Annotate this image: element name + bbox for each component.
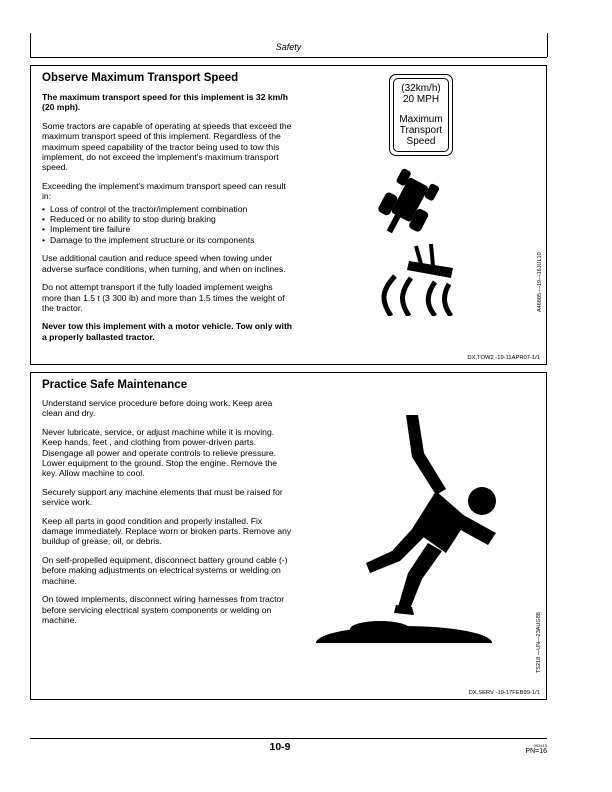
section-safe-maintenance	[30, 372, 547, 700]
paragraph: Do not attempt transport if the fully loaded implement weighs more than 1.5 t (3 300 lb) and more than 1.5 times the weight of the tractor.	[42, 282, 285, 313]
figure-code: TS218 —UN—23AUG88	[536, 612, 542, 673]
reference-code: DX,TOW2 -19-11APR07-1/1	[467, 355, 540, 361]
paragraph: On towed implements, disconnect wiring harnesses from tractor before servicing electrical system components or welding on machine.	[42, 594, 285, 625]
sign-speed-kmh: (32km/h)	[401, 83, 441, 94]
footer-pn: PN=16	[525, 748, 547, 755]
reference-code: DX,SERV -19-17FEB99-1/1	[468, 690, 540, 696]
footer-rule	[30, 738, 547, 739]
speed-sign	[389, 74, 453, 156]
paragraph: Exceeding the implement's maximum transport speed can result in:	[42, 180, 286, 202]
header-rule	[30, 57, 547, 58]
paragraph: Understand service procedure before doing work. Keep area clean and dry.	[42, 398, 273, 419]
paragraph: The maximum transport speed for this implement is 32 km/h (20 mph).	[42, 92, 288, 113]
figure-code: A46805 —19—16JUL10	[537, 252, 543, 312]
bullet-item: • Loss of control of the tractor/implement combination	[42, 204, 294, 214]
paragraph: On self-propelled equipment, disconnect battery ground cable (-) before making adjustments on electrical systems or welding on machine.	[42, 554, 288, 586]
footer-code: 092413	[533, 743, 547, 748]
section-body	[42, 398, 294, 633]
bullet-item: • Damage to the implement structure or its components	[42, 235, 294, 245]
paragraph: Never tow this implement with a motor vehicle. Tow only with a properly ballasted tractor.	[42, 321, 293, 342]
bullet-item: • Reduced or no ability to stop during braking	[42, 214, 294, 224]
sign-speed-mph: 20 MPH	[402, 94, 440, 105]
sign-label-line3: Speed	[406, 136, 436, 147]
header-title: Safety	[275, 42, 302, 52]
person-slipping-icon	[296, 411, 526, 643]
section-title: Practice Safe Maintenance	[42, 379, 188, 391]
bullet-list	[42, 204, 294, 246]
bullet-item: • Implement tire failure	[42, 224, 294, 234]
paragraph: Some tractors are capable of operating at speeds that exceed the maximum transport speed of this implement. Regardless of the maximum speed capability of the tractor being used to tow this implement, do not exceed the implement's maximum transport speed.	[42, 120, 292, 173]
sign-label-line2: Transport	[399, 125, 443, 136]
sign-label-line1: Maximum	[399, 114, 443, 125]
page-number: 10-9	[269, 741, 291, 753]
section-transport-speed	[30, 65, 547, 365]
section-body	[42, 92, 294, 350]
tractor-towing-icon	[361, 166, 481, 316]
paragraph: Never lubricate, service, or adjust machine while it is moving. Keep hands, feet , and clothing from power-driven parts. Disengage all power and operate controls to relieve pressure. Lower equipment to the ground. Stop the engine. Remove the key. Allow machine to cool.	[42, 426, 278, 479]
paragraph: Use additional caution and reduce speed when towing under adverse surface conditions, when turning, and when on inclines.	[42, 253, 286, 274]
section-title: Observe Maximum Transport Speed	[42, 72, 239, 84]
paragraph: Securely support any machine elements that must be raised for service work.	[42, 486, 283, 508]
paragraph: Keep all parts in good condition and properly installed. Fix damage immediately. Replace worn or broken parts. Remove any buildup of grease, oil, or debris.	[42, 515, 292, 547]
